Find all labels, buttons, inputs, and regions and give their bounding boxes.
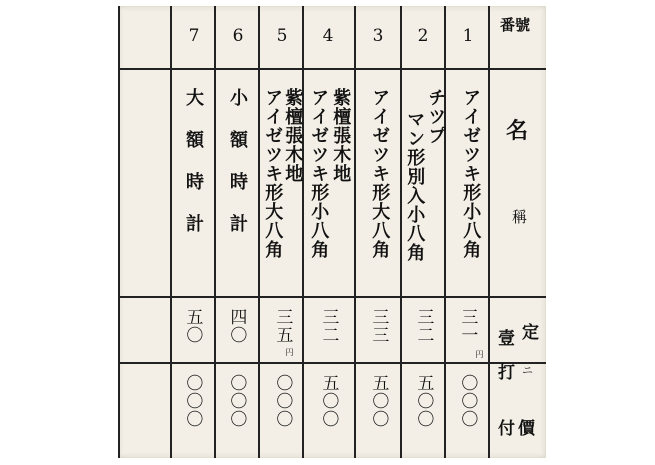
column-divider xyxy=(444,6,446,458)
price-table xyxy=(118,6,546,458)
number-header: 番號 xyxy=(499,16,530,34)
name-header-top: 名 xyxy=(506,118,529,144)
item-per-dozen-4: 五〇〇 xyxy=(318,374,339,428)
row-divider xyxy=(118,296,546,298)
item-price-5: 三五 xyxy=(272,308,293,344)
item-per-dozen-3: 五〇〇 xyxy=(368,374,389,428)
item-price-4: 三二 xyxy=(318,308,339,344)
column-divider xyxy=(354,6,356,458)
item-number-5: 5 xyxy=(276,26,288,46)
item-number-3: 3 xyxy=(372,26,384,46)
item-per-dozen-6: 〇〇〇 xyxy=(226,374,247,428)
yen-unit-1: 円 xyxy=(475,350,484,358)
row-divider xyxy=(118,362,546,364)
item-per-dozen-7: 〇〇〇 xyxy=(182,374,203,428)
price-header-top: 定 xyxy=(522,323,539,343)
item-number-7: 7 xyxy=(188,26,200,46)
per-header-3: ニ xyxy=(522,364,533,377)
item-number-4: 4 xyxy=(322,26,334,46)
column-divider xyxy=(488,6,490,458)
item-price-7: 五〇 xyxy=(182,308,203,344)
per-header-4: 付 xyxy=(498,419,515,439)
item-name-2-line2: マン形別入小八角 xyxy=(404,110,426,262)
item-name-2-line1: チツプ xyxy=(425,88,447,145)
item-name-6: 小額時計 xyxy=(227,88,248,256)
name-header-bottom: 稱 xyxy=(512,208,528,226)
price-header-bottom: 價 xyxy=(518,419,535,439)
item-per-dozen-5: 〇〇〇 xyxy=(272,374,293,428)
column-divider xyxy=(118,6,120,458)
item-number-1: 1 xyxy=(462,26,474,46)
item-name-5-line2: アイゼツキ形大八角 xyxy=(262,88,284,259)
yen-unit-5: 円 xyxy=(285,348,294,356)
per-header-1: 壹 xyxy=(498,329,515,349)
item-name-4-line2: アイゼツキ形小八角 xyxy=(308,88,330,259)
item-name-4-line1: 紫檀張木地 xyxy=(330,88,352,183)
row-divider xyxy=(118,68,546,70)
item-per-dozen-1: 〇〇〇 xyxy=(457,374,478,428)
item-number-6: 6 xyxy=(232,26,244,46)
item-name-1: アイゼツキ形小八角 xyxy=(460,88,482,259)
per-header-2: 打 xyxy=(498,363,515,383)
column-divider xyxy=(170,6,172,458)
item-price-2: 三二 xyxy=(413,308,434,344)
item-name-3: アイゼツキ形大八角 xyxy=(369,88,391,259)
item-price-1: 三一 xyxy=(457,308,478,344)
item-price-6: 四〇 xyxy=(226,308,247,344)
column-divider xyxy=(302,6,304,458)
item-number-2: 2 xyxy=(417,26,429,46)
item-name-7: 大額時計 xyxy=(183,88,204,256)
column-divider xyxy=(214,6,216,458)
item-per-dozen-2: 五〇〇 xyxy=(413,374,434,428)
item-price-3: 三三 xyxy=(368,308,389,344)
item-name-5-line1: 紫檀張木地 xyxy=(282,88,304,183)
